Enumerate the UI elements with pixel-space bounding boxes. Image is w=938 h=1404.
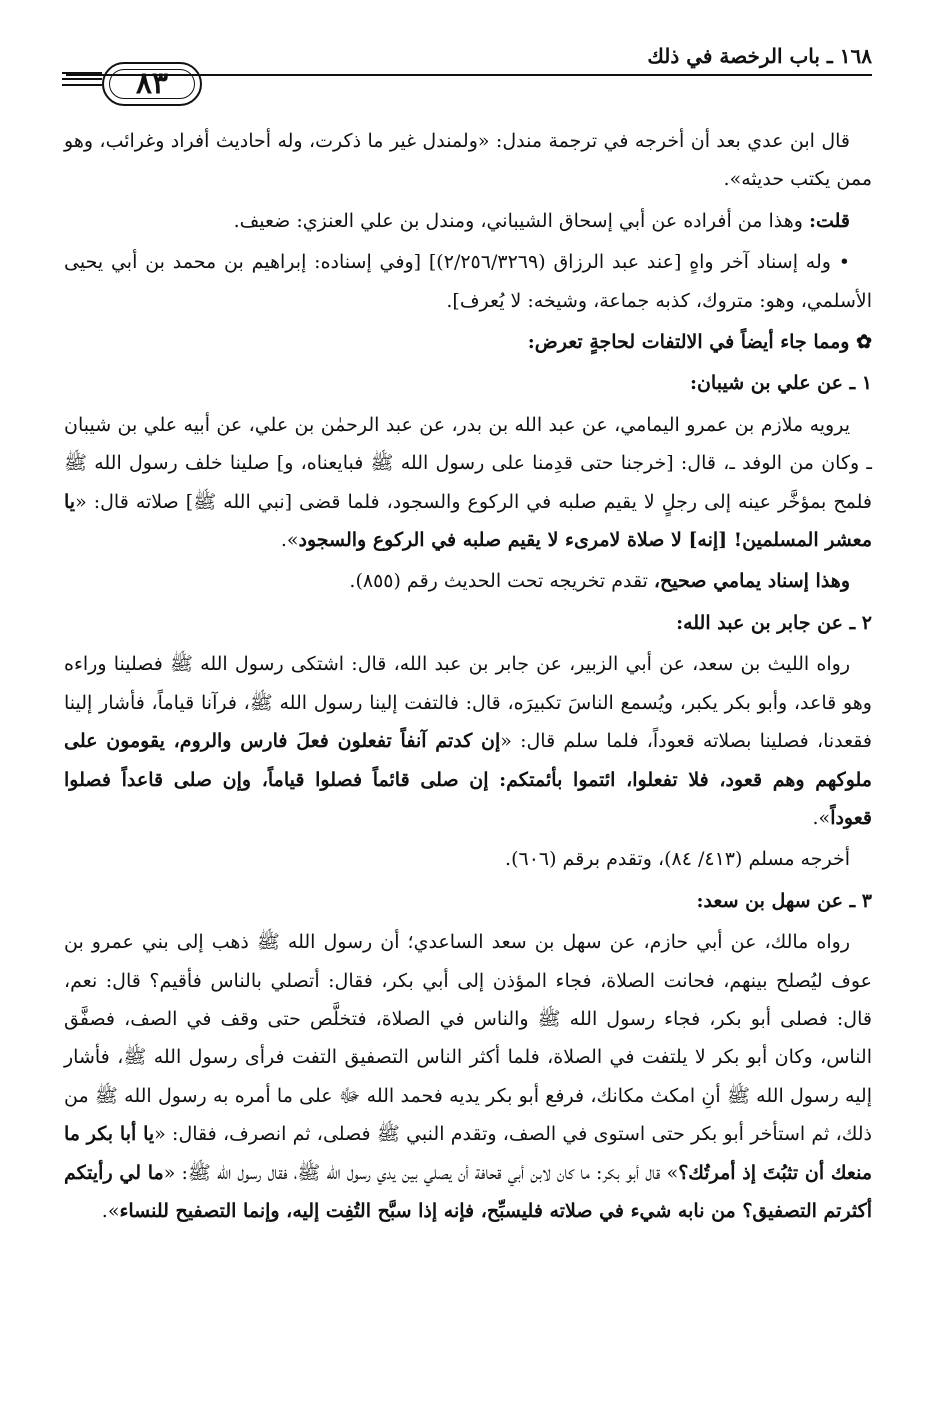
text-segment: » قال أبو بكر: ما كان لابن أبي قحافة أن يصلي بين يدي رسول الله ﷺ، فقال رسول الله ﷺ: «: [163, 1161, 679, 1184]
bold-text-segment: ٣ ـ عن سهل بن سعد:: [696, 889, 872, 912]
section-heading: [64, 882, 872, 920]
ornament-line: [62, 78, 102, 80]
running-title: ١٦٨ ـ باب الرخصة في ذلك: [647, 44, 872, 68]
text-segment: يرويه ملازم بن عمرو اليمامي، عن عبد الله بن بدر، عن عبد الرحمٰن بن علي، عن أبيه علي بن شيبان ـ وكان من الوفد ـ، قال: [خرجنا حتى قدِمنا على رسول الله ﷺ فبايعناه، و] صلينا خلف رسول الله ﷺ فلمح بمؤخَّر عينه إلى رجلٍ لا يقيم صلبه في الركوع والسجود، فلما قضى [نبي الله ﷺ] صلاته قال: «: [64, 413, 872, 513]
ornament-line: [62, 72, 102, 74]
text-segment: وهذا من أفراده عن أبي إسحاق الشيباني، ومندل بن علي العنزي: ضعيف.: [233, 209, 809, 232]
section-heading: [64, 364, 872, 402]
bold-text-segment: ١ ـ عن علي بن شيبان:: [689, 372, 872, 395]
bold-text-segment: ٢ ـ عن جابر بن عبد الله:: [676, 611, 872, 634]
text-segment: ».: [101, 1199, 120, 1222]
text-segment: ».: [812, 806, 831, 829]
ornament-line: [62, 84, 102, 86]
body-paragraph: [64, 406, 872, 560]
hadith-number: ٨٣: [135, 66, 169, 101]
body-paragraph: [64, 202, 872, 240]
bold-text-segment: يا معشر المسلمين! [إنه] لا صلاة لامرىء لا يقيم صلبه في الركوع والسجود: [64, 490, 872, 552]
bold-text-segment: قلت:: [808, 209, 850, 232]
text-segment: رواه الليث بن سعد، عن أبي الزبير، عن جابر بن عبد الله، قال: اشتكى رسول الله ﷺ فصلينا وراءه وهو قاعد، وأبو بكر يكبر، ويُسمع الناسَ تكبيرَه، قال: فالتفت إلينا رسول الله ﷺ، فرآنا قياماً، فأشار إلينا فقعدنا، فصلينا بصلاته قعوداً، فلما سلم قال: «: [64, 653, 873, 753]
section-heading: [64, 323, 872, 361]
text-segment: قال ابن عدي بعد أن أخرجه في ترجمة مندل: «ولمندل غير ما ذكرت، وله أحاديث أفراد وغرائب، وهو ممن يكتب حديثه».: [64, 130, 872, 191]
text-segment: ».: [280, 529, 299, 552]
body-paragraph: [64, 840, 872, 878]
body-paragraph: [64, 243, 872, 320]
body-paragraph: [64, 122, 872, 199]
bold-text-segment: إن كدتم آنفاً تفعلون فعلَ فارس والروم، يقومون على ملوكهم وهم قعود، فلا تفعلوا، ائتموا بأئمتكم: إن صلى قائماً فصلوا قياماً، وإن صلى قاعداً فصلوا قعوداً: [64, 730, 872, 829]
text-segment: أخرجه مسلم (٤١٣/ ٨٤)، وتقدم برقم (٦٠٦).: [505, 848, 850, 871]
text-segment: • وله إسناد آخر واهٍ [عند عبد الرزاق (٢/٢٥٦/٣٢٦٩)] [وفي إسناده: إبراهيم بن محمد بن أبي يحيى الأسلمي، وهو: متروك، كذبه جماعة، وشيخه: لا يُعرف].: [64, 251, 872, 312]
text-segment: رواه مالك، عن أبي حازم، عن سهل بن سعد الساعدي؛ أن رسول الله ﷺ ذهب إلى بني عمرو بن عوف ليُصلح بينهم، فحانت الصلاة، فجاء المؤذن إلى أبي بكر، فقال: أتصلي بالناس فأقيم؟ قال: نعم، قال: فصلى أبو بكر، فجاء رسول الله ﷺ والناس في الصلاة، فتخلَّص حتى وقف في الصف، فصفَّق الناس، وكان أبو بكر لا يلتفت في الصلاة، فلما أكثر الناس التصفيق التفت فرأى رسول الله ﷺ، فأشار إليه رسول الله ﷺ أنِ امكث مكانك، فرفع أبو بكر يديه فحمد الله ﷻ على ما أمره به رسول الله ﷺ من ذلك، ثم استأخر أبو بكر حتى استوى في الصف، وتقدم النبي ﷺ فصلى، ثم انصرف، فقال: «: [64, 931, 872, 1146]
hadith-number-ornament: [62, 60, 204, 110]
body-paragraph: [64, 645, 872, 837]
bold-text-segment: ✿ ومما جاء أيضاً في الالتفات لحاجةٍ تعرض:: [527, 331, 872, 354]
bold-text-segment: وهذا إسناد يمامي صحيح،: [653, 570, 850, 593]
section-heading: [64, 604, 872, 642]
text-segment: تقدم تخريجه تحت الحديث رقم (٨٥٥).: [349, 570, 654, 593]
body-paragraph: [64, 562, 872, 600]
bold-text-segment: يا أبا بكر ما منعك أن تثبُتَ إذ أمرتُك؟: [64, 1123, 873, 1184]
body-paragraph: [64, 923, 872, 1230]
page-body: [64, 122, 872, 1230]
bold-text-segment: ما لي رأيتكم أكثرتم التصفيق؟ من نابه شيء في صلاته فليسبِّح، فإنه إذا سبَّح التُفِت إليه، وإنما التصفيح للنساء: [64, 1161, 872, 1222]
